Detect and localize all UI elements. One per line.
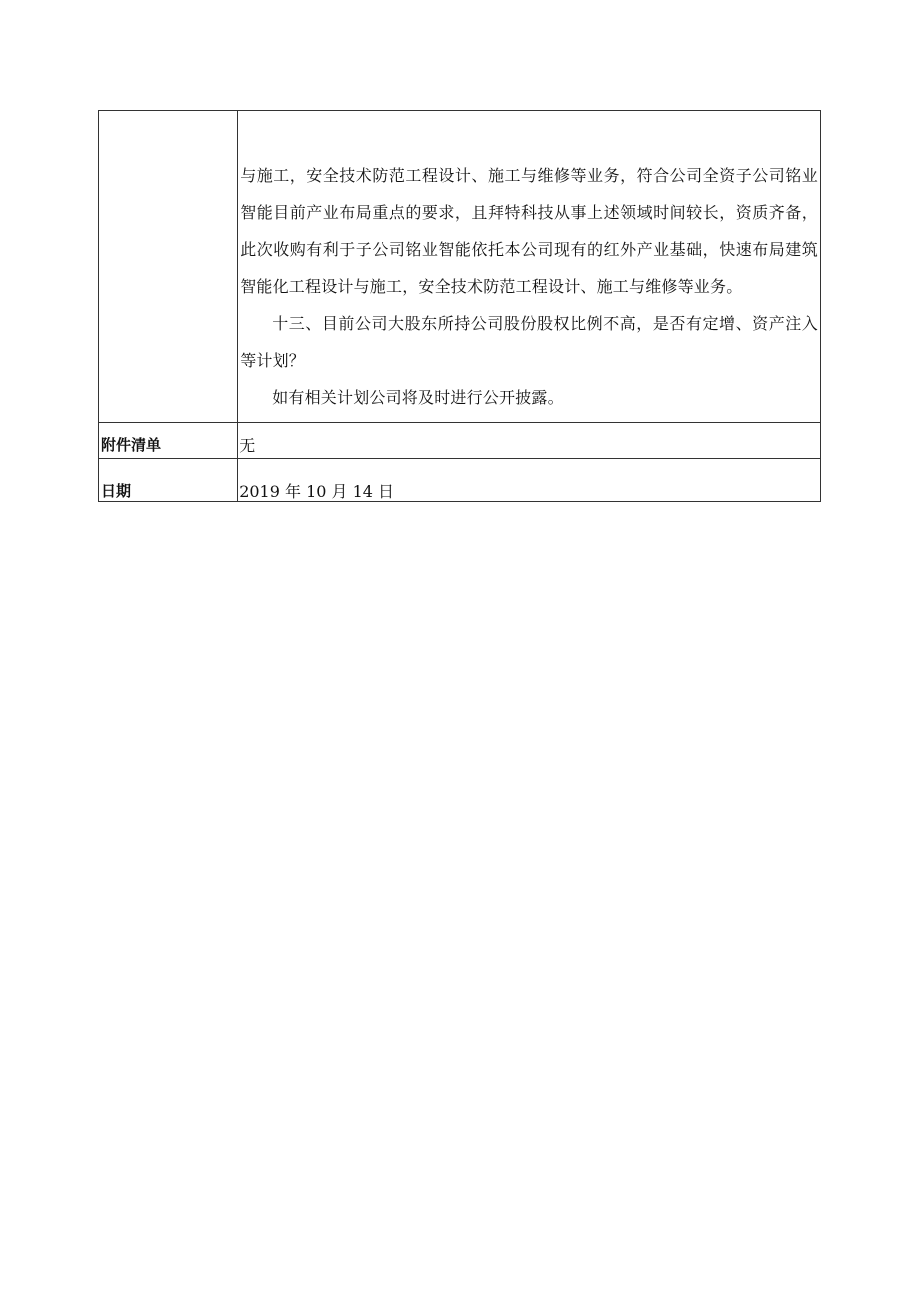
content-body	[238, 111, 820, 422]
attachments-value-cell	[238, 423, 821, 459]
date-label: 日期	[101, 481, 132, 500]
attachments-row	[99, 423, 821, 459]
content-label-cell	[99, 111, 238, 423]
date-row	[99, 459, 821, 502]
question-paragraph: 十三、目前公司大股东所持公司股份股权比例不高，是否有定增、资产注入等计划？	[240, 314, 818, 370]
content-cell	[238, 111, 821, 423]
date-value-cell	[238, 459, 821, 502]
attachments-label-cell	[99, 423, 238, 459]
date-label-cell	[99, 459, 238, 502]
attachments-label: 附件清单	[101, 436, 162, 454]
attachments-value: 无	[239, 436, 256, 455]
content-row	[99, 111, 821, 423]
investor-relations-table	[98, 110, 821, 502]
answer-paragraph: 如有相关计划公司将及时进行公开披露。	[272, 388, 564, 407]
content-paragraph: 与施工，安全技术防范工程设计、施工与维修等业务，符合公司全资子公司铭业智能目前产业布局重点的要求，且拜特科技从事上述领域时间较长，资质齐备，此次收购有利于子公司铭业智能依托本公司现有的红外产业基础，快速布局建筑智能化工程设计与施工，安全技术防范工程设计、施工与维修等业务。	[240, 166, 818, 296]
date-value: 2019 年 10 月 14 日	[239, 481, 395, 501]
